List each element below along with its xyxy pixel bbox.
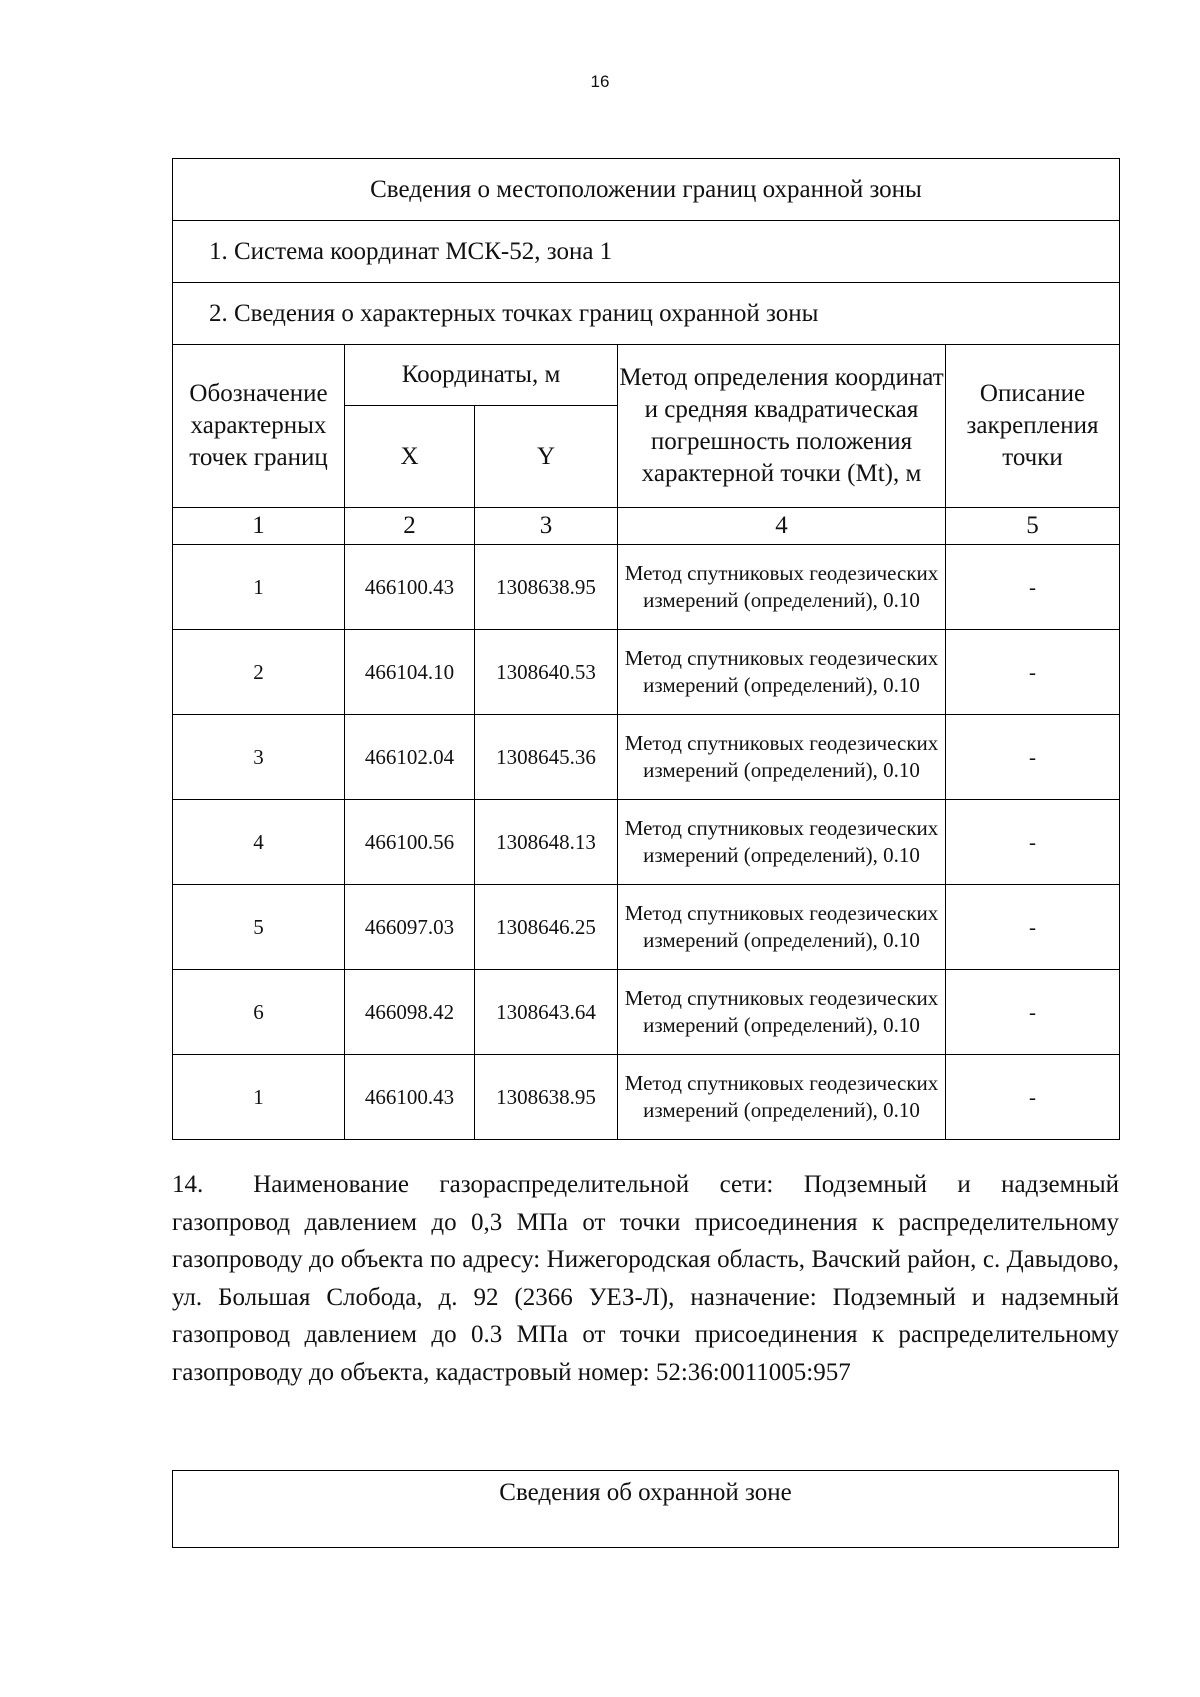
method-cell: Метод спутниковых геодезических измерений (определений), 0.10 (618, 970, 946, 1055)
column-number: 5 (946, 508, 1120, 545)
point-number: 6 (173, 970, 345, 1055)
table-row (173, 800, 1120, 885)
y-coordinate: 1308645.36 (475, 715, 618, 800)
coordinate-system-row: 1. Система координат МСК-52, зона 1 (173, 221, 1120, 283)
x-coordinate: 466100.43 (345, 545, 475, 630)
boundary-coordinates-table (172, 158, 1120, 1140)
x-coordinate: 466104.10 (345, 630, 475, 715)
description-cell: - (946, 800, 1120, 885)
y-coordinate: 1308643.64 (475, 970, 618, 1055)
method-cell: Метод спутниковых геодезических измерений (определений), 0.10 (618, 800, 946, 885)
column-number-row (173, 508, 1120, 545)
description-cell: - (946, 1055, 1120, 1140)
table-row (173, 630, 1120, 715)
y-coordinate: 1308638.95 (475, 545, 618, 630)
y-coordinate: 1308640.53 (475, 630, 618, 715)
y-coordinate: 1308646.25 (475, 885, 618, 970)
header-description: Описание закрепления точки (946, 345, 1120, 508)
protection-zone-title: Сведения об охранной зоне (173, 1471, 1119, 1548)
column-number: 4 (618, 508, 946, 545)
point-number: 2 (173, 630, 345, 715)
point-number: 1 (173, 545, 345, 630)
column-number: 3 (475, 508, 618, 545)
header-x: X (345, 406, 475, 508)
x-coordinate: 466097.03 (345, 885, 475, 970)
column-number: 1 (173, 508, 345, 545)
method-cell: Метод спутниковых геодезических измерений (определений), 0.10 (618, 1055, 946, 1140)
method-cell: Метод спутниковых геодезических измерений (определений), 0.10 (618, 715, 946, 800)
page-number: 16 (590, 72, 610, 91)
header-designation: Обозначение характерных точек границ (173, 345, 345, 508)
description-cell: - (946, 885, 1120, 970)
table-row (173, 715, 1120, 800)
point-number: 4 (173, 800, 345, 885)
description-cell: - (946, 630, 1120, 715)
x-coordinate: 466100.56 (345, 800, 475, 885)
gas-network-paragraph: 14. Наименование газораспределительной сети: Подземный и надземный газопровод давлением до 0,3 МПа от точки присоединения к распределительному газопроводу до объекта по адресу: Нижегородская область, Вачский район, с. Давыдово, ул. Большая Слобода, д. 92 (2366 УЕЗ-Л), назначение: Подземный и надземный газопровод давлением до 0.3 МПа от точки присоединения к распределительному газопроводу до объекта, кадастровый номер: 52:36:0011005:957 (172, 1171, 1119, 1386)
description-cell: - (946, 545, 1120, 630)
method-cell: Метод спутниковых геодезических измерений (определений), 0.10 (618, 630, 946, 715)
header-coordinates: Координаты, м (345, 345, 618, 406)
table-row (173, 885, 1120, 970)
y-coordinate: 1308638.95 (475, 1055, 618, 1140)
header-method: Метод определения координат и средняя квадратическая погрешность положения характерной точки (Mt), м (618, 345, 946, 508)
table-row (173, 1055, 1120, 1140)
point-number: 3 (173, 715, 345, 800)
method-cell: Метод спутниковых геодезических измерений (определений), 0.10 (618, 885, 946, 970)
table-row (173, 545, 1120, 630)
y-coordinate: 1308648.13 (475, 800, 618, 885)
method-cell: Метод спутниковых геодезических измерений (определений), 0.10 (618, 545, 946, 630)
table-row (173, 970, 1120, 1055)
description-cell: - (946, 970, 1120, 1055)
protection-zone-table (172, 1470, 1119, 1548)
x-coordinate: 466102.04 (345, 715, 475, 800)
point-number: 5 (173, 885, 345, 970)
column-number: 2 (345, 508, 475, 545)
header-y: Y (475, 406, 618, 508)
x-coordinate: 466098.42 (345, 970, 475, 1055)
point-number: 1 (173, 1055, 345, 1140)
section-heading-row: 2. Сведения о характерных точках границ охранной зоны (173, 283, 1120, 345)
x-coordinate: 466100.43 (345, 1055, 475, 1140)
description-cell: - (946, 715, 1120, 800)
table-title: Сведения о местоположении границ охранной зоны (173, 159, 1120, 221)
